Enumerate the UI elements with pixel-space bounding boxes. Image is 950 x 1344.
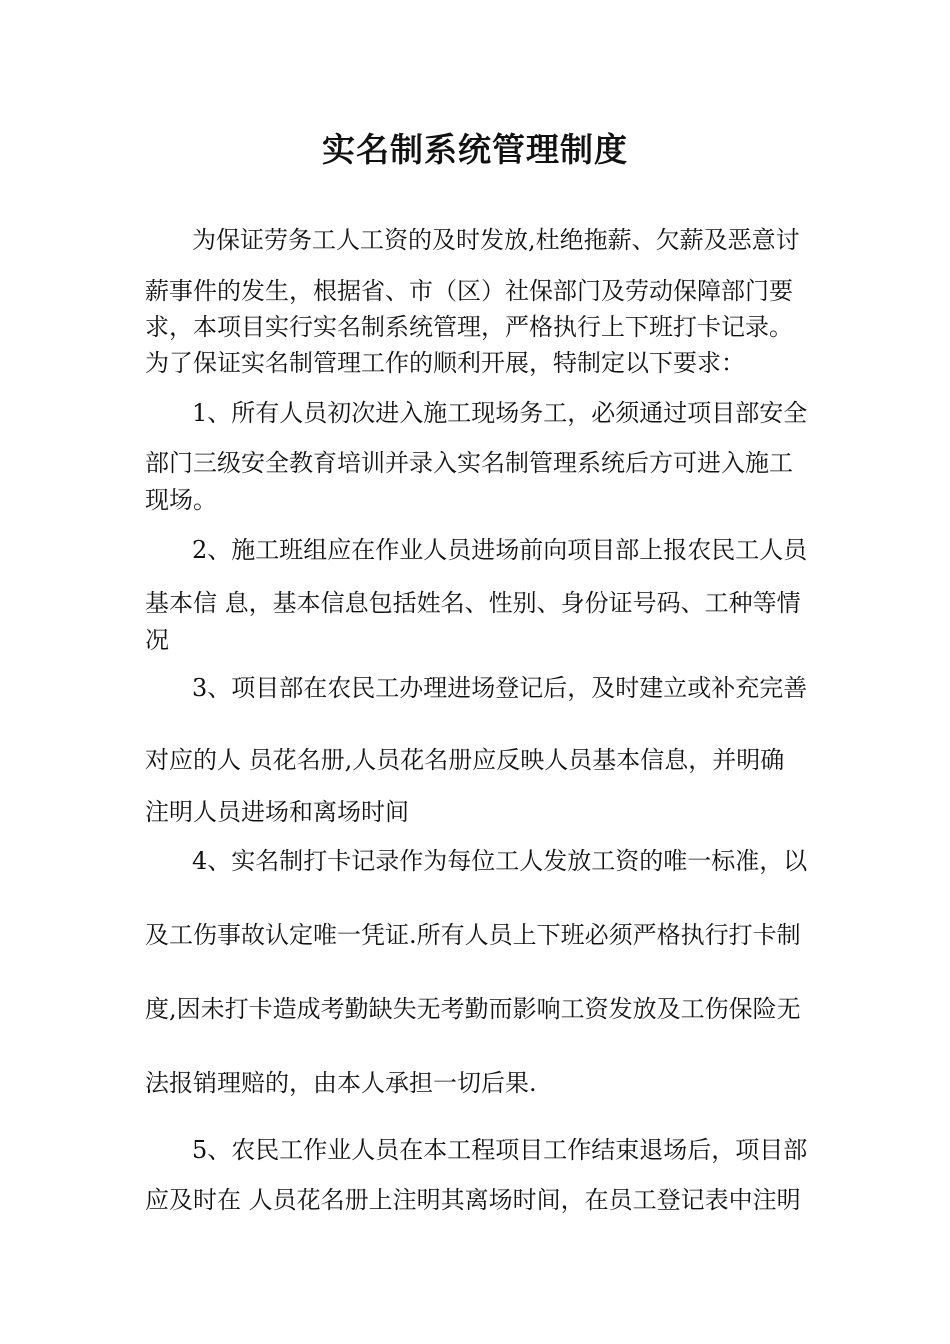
paragraph-line: 应及时在 人员花名册上注明其离场时间，在员工登记表中注明	[145, 1186, 801, 1214]
paragraph-line: 3、项目部在农民工办理进场登记后，及时建立或补充完善	[192, 674, 808, 702]
paragraph-line: 况	[145, 626, 169, 654]
paragraph-line: 部门三级安全教育培训并录入实名制管理系统后方可进入施工	[145, 449, 793, 477]
paragraph-line: 5、农民工作业人员在本工程项目工作结束退场后，项目部	[192, 1136, 808, 1164]
paragraph-line: 注明人员进场和离场时间	[145, 798, 409, 826]
paragraph-line: 求，本项目实行实名制系统管理，严格执行上下班打卡记录。	[145, 313, 793, 341]
paragraph-line: 为了保证实名制管理工作的顺利开展，特制定以下要求：	[145, 349, 745, 377]
paragraph-line: 4、实名制打卡记录作为每位工人发放工资的唯一标准，以	[192, 847, 808, 875]
paragraph-line: 为保证劳务工人工资的及时发放,杜绝拖薪、欠薪及恶意讨	[192, 226, 800, 254]
paragraph-line: 度,因未打卡造成考勤缺失无考勤而影响工资发放及工伤保险无	[145, 995, 801, 1023]
paragraph-line: 法报销理赔的，由本人承担一切后果.	[145, 1069, 537, 1097]
paragraph-line: 基本信 息，基本信息包括姓名、性别、身份证号码、工种等情	[145, 589, 801, 617]
paragraph-line: 2、施工班组应在作业人员进场前向项目部上报农民工人员	[192, 536, 808, 564]
paragraph-line: 现场。	[145, 486, 217, 514]
paragraph-line: 1、所有人员初次进入施工现场务工，必须通过项目部安全	[192, 399, 808, 427]
document-title: 实名制系统管理制度	[322, 130, 628, 169]
paragraph-line: 对应的人 员花名册,人员花名册应反映人员基本信息，并明确	[145, 746, 785, 774]
paragraph-line: 薪事件的发生，根据省、市（区）社保部门及劳动保障部门要	[145, 277, 793, 305]
paragraph-line: 及工伤事故认定唯一凭证.所有人员上下班必须严格执行打卡制	[145, 921, 801, 949]
